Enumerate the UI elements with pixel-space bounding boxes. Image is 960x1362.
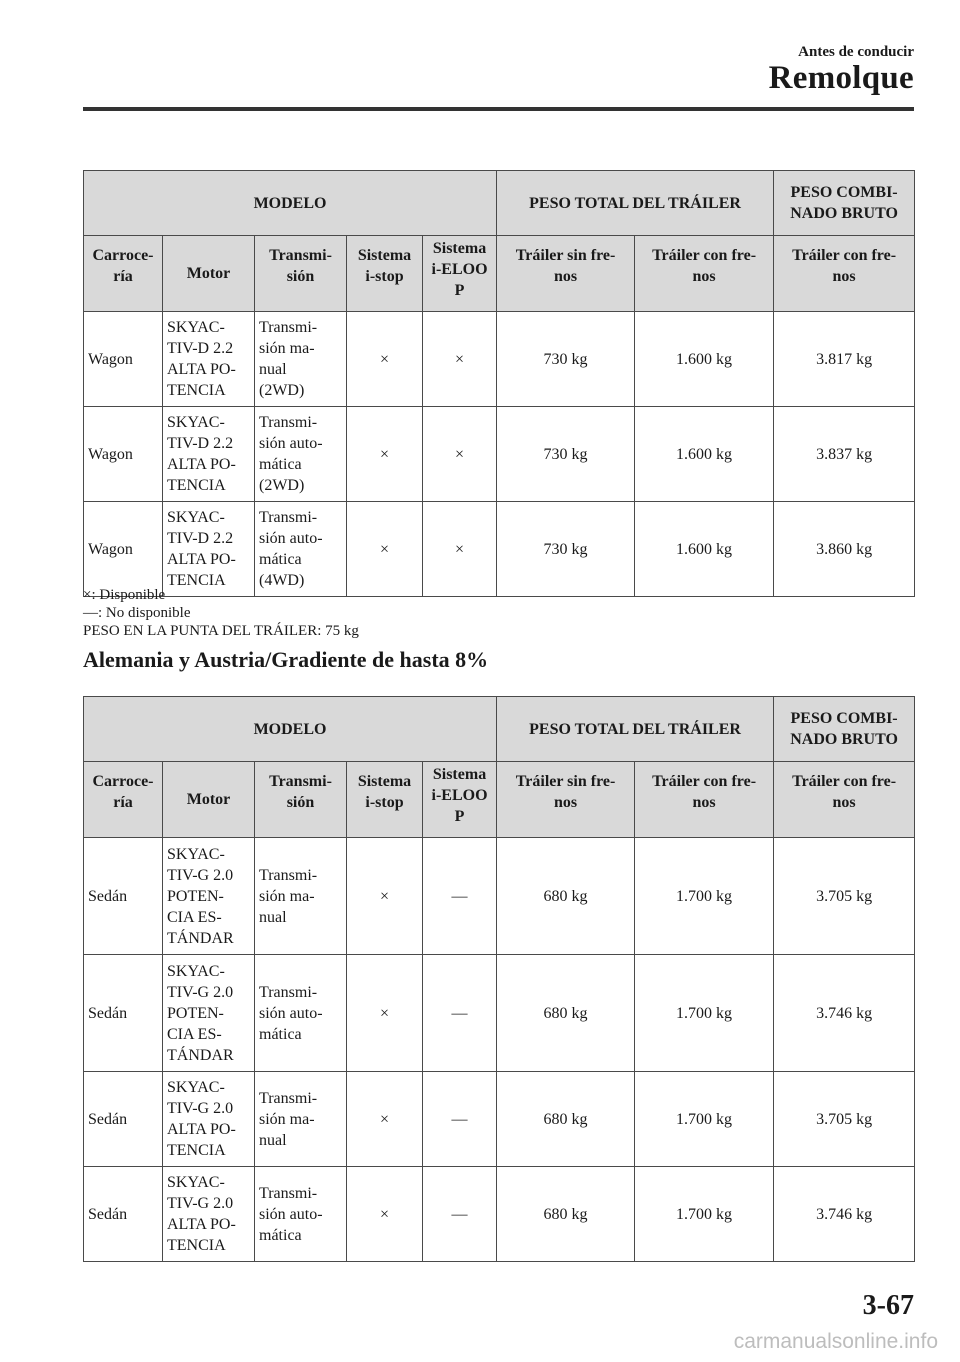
cell-carroceria: Sedán (84, 1072, 163, 1167)
cell-carroceria: Wagon (84, 502, 163, 597)
note-available: ×: Disponible (83, 587, 166, 603)
header-con-frenos: Tráiler con fre- nos (635, 236, 774, 312)
header-combinado-con-frenos: Tráiler con fre- nos (774, 236, 915, 312)
header-modelo: MODELO (84, 171, 497, 236)
cell-sin-frenos: 730 kg (497, 407, 635, 502)
cell-transmision: Transmi- sión auto- mática (2WD) (255, 407, 347, 502)
header-motor: Motor (163, 762, 255, 838)
cell-sin-frenos: 680 kg (497, 1072, 635, 1167)
cell-combinado: 3.705 kg (774, 1072, 915, 1167)
cell-motor: SKYAC- TIV-D 2.2 ALTA PO- TENCIA (163, 312, 255, 407)
towing-table-wagon (83, 170, 915, 597)
note-not-available: ―: No disponible (83, 605, 191, 621)
header-sin-frenos: Tráiler sin fre- nos (497, 762, 635, 838)
header-combinado-con-frenos: Tráiler con fre- nos (774, 762, 915, 838)
cell-ieloop: × (423, 502, 497, 597)
cell-sin-frenos: 730 kg (497, 502, 635, 597)
header-peso-total: PESO TOTAL DEL TRÁILER (497, 171, 774, 236)
cell-con-frenos: 1.700 kg (635, 955, 774, 1072)
header-carroceria: Carroce- ría (84, 762, 163, 838)
table-row (84, 312, 915, 407)
cell-istop: × (347, 955, 423, 1072)
cell-transmision: Transmi- sión auto- mática (4WD) (255, 502, 347, 597)
cell-istop: × (347, 312, 423, 407)
cell-transmision: Transmi- sión ma- nual (2WD) (255, 312, 347, 407)
cell-con-frenos: 1.700 kg (635, 1072, 774, 1167)
cell-ieloop: × (423, 407, 497, 502)
cell-transmision: Transmi- sión ma- nual (255, 1072, 347, 1167)
table-row (84, 1072, 915, 1167)
header-sin-frenos: Tráiler sin fre- nos (497, 236, 635, 312)
header-modelo: MODELO (84, 697, 497, 762)
header-ieloop: Sistema i-ELOO P (423, 762, 497, 838)
cell-carroceria: Sedán (84, 1167, 163, 1262)
cell-ieloop: ― (423, 1072, 497, 1167)
header-peso-total: PESO TOTAL DEL TRÁILER (497, 697, 774, 762)
header-ieloop: Sistema i-ELOO P (423, 236, 497, 312)
cell-con-frenos: 1.600 kg (635, 502, 774, 597)
cell-carroceria: Sedán (84, 838, 163, 955)
cell-istop: × (347, 1072, 423, 1167)
cell-motor: SKYAC- TIV-D 2.2 ALTA PO- TENCIA (163, 502, 255, 597)
header-transmision: Transmi- sión (255, 236, 347, 312)
cell-carroceria: Wagon (84, 407, 163, 502)
cell-carroceria: Sedán (84, 955, 163, 1072)
page-number: 3-67 (862, 1290, 914, 1321)
cell-ieloop: ― (423, 955, 497, 1072)
cell-motor: SKYAC- TIV-D 2.2 ALTA PO- TENCIA (163, 407, 255, 502)
cell-transmision: Transmi- sión auto- mática (255, 955, 347, 1072)
cell-istop: × (347, 502, 423, 597)
header-peso-combinado: PESO COMBI- NADO BRUTO (774, 171, 915, 236)
cell-motor: SKYAC- TIV-G 2.0 ALTA PO- TENCIA (163, 1072, 255, 1167)
table-row (84, 955, 915, 1072)
cell-transmision: Transmi- sión auto- mática (255, 1167, 347, 1262)
cell-istop: × (347, 407, 423, 502)
header-istop: Sistema i-stop (347, 762, 423, 838)
cell-sin-frenos: 680 kg (497, 955, 635, 1072)
towing-table-sedan (83, 696, 915, 1262)
table-row (84, 407, 915, 502)
cell-con-frenos: 1.600 kg (635, 407, 774, 502)
cell-transmision: Transmi- sión ma- nual (255, 838, 347, 955)
cell-combinado: 3.746 kg (774, 1167, 915, 1262)
watermark: carmanualsonline.info (733, 1330, 938, 1353)
section-heading: Alemania y Austria/Gradiente de hasta 8% (83, 647, 489, 672)
cell-con-frenos: 1.600 kg (635, 312, 774, 407)
section-label: Antes de conducir (798, 44, 914, 60)
cell-con-frenos: 1.700 kg (635, 838, 774, 955)
header-carroceria: Carroce- ría (84, 236, 163, 312)
cell-sin-frenos: 680 kg (497, 838, 635, 955)
page-title: Remolque (768, 60, 914, 96)
cell-motor: SKYAC- TIV-G 2.0 POTEN- CIA ES- TÁNDAR (163, 838, 255, 955)
cell-carroceria: Wagon (84, 312, 163, 407)
header-motor: Motor (163, 236, 255, 312)
header-peso-combinado: PESO COMBI- NADO BRUTO (774, 697, 915, 762)
cell-ieloop: ― (423, 1167, 497, 1262)
note-tongue-weight: PESO EN LA PUNTA DEL TRÁILER: 75 kg (83, 623, 359, 639)
cell-motor: SKYAC- TIV-G 2.0 POTEN- CIA ES- TÁNDAR (163, 955, 255, 1072)
cell-istop: × (347, 1167, 423, 1262)
cell-sin-frenos: 730 kg (497, 312, 635, 407)
table-row (84, 1167, 915, 1262)
table-row (84, 838, 915, 955)
cell-ieloop: ― (423, 838, 497, 955)
header-con-frenos: Tráiler con fre- nos (635, 762, 774, 838)
cell-combinado: 3.746 kg (774, 955, 915, 1072)
header-istop: Sistema i-stop (347, 236, 423, 312)
cell-ieloop: × (423, 312, 497, 407)
cell-combinado: 3.860 kg (774, 502, 915, 597)
header-rule (83, 107, 914, 111)
cell-combinado: 3.817 kg (774, 312, 915, 407)
cell-istop: × (347, 838, 423, 955)
cell-con-frenos: 1.700 kg (635, 1167, 774, 1262)
cell-combinado: 3.837 kg (774, 407, 915, 502)
table-row (84, 502, 915, 597)
cell-combinado: 3.705 kg (774, 838, 915, 955)
cell-sin-frenos: 680 kg (497, 1167, 635, 1262)
table-notes (83, 586, 359, 640)
header-transmision: Transmi- sión (255, 762, 347, 838)
cell-motor: SKYAC- TIV-G 2.0 ALTA PO- TENCIA (163, 1167, 255, 1262)
